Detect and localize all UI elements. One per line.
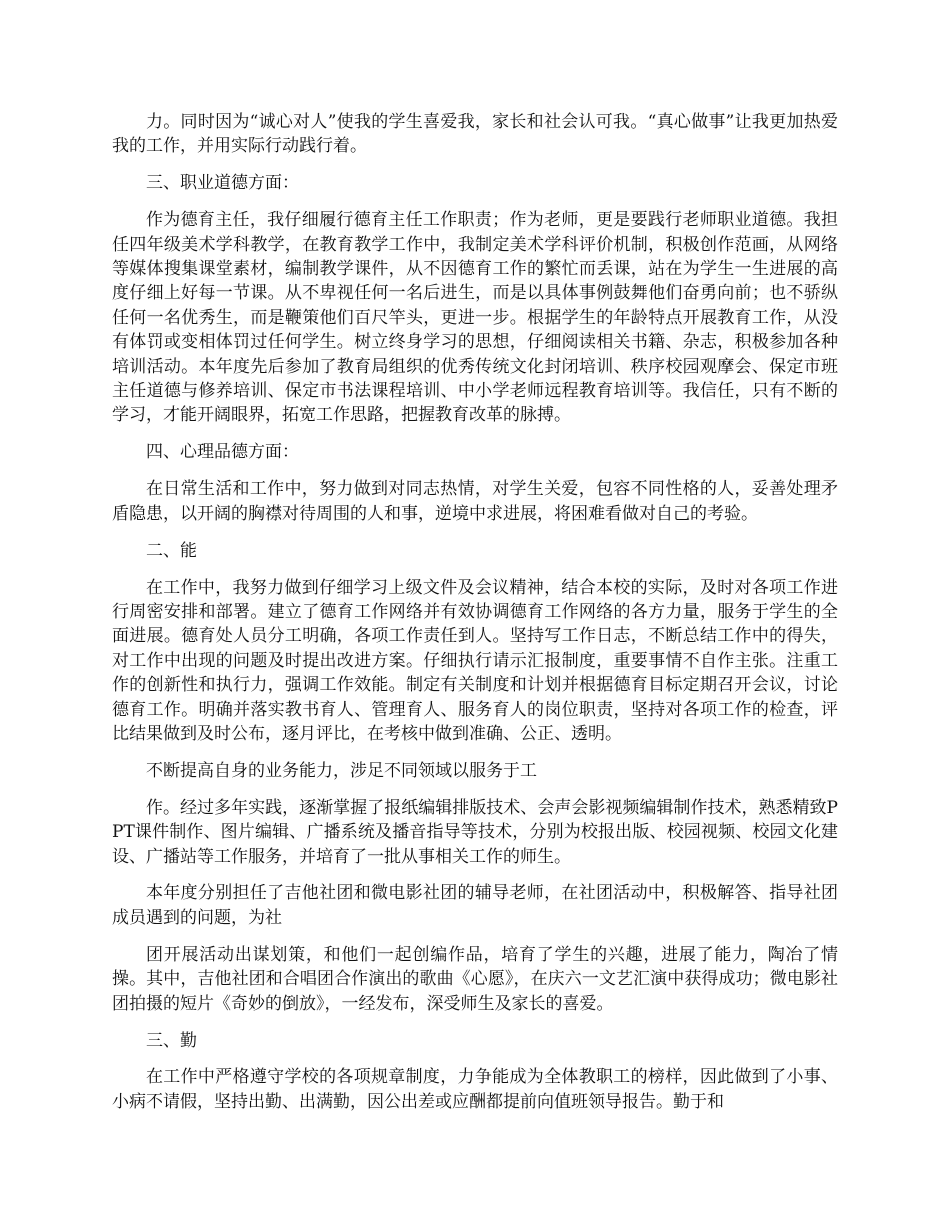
paragraph-club-advisor: 本年度分别担任了吉他社团和微电影社团的辅导老师，在社团活动中，积极解答、指导社团成员遇到的问题，为社 [112, 883, 838, 928]
paragraph-professional-ethics: 作为德育主任，我仔细履行德育主任工作职责；作为老师，更是要践行老师职业道德。我担任四年级美术学科教学，在教育教学工作中，我制定美术学科评价机制，积极创作范画，从网络等媒体搜集课堂素材，编制教学课件，从不因德育工作的繁忙而丢课，站在为学生一生进展的高度仔细上好每一节课。从不卑视任何一名后进生，而是以具体事例鼓舞他们奋勇向前；也不骄纵任何一名优秀生，而是鞭策他们百尺竿头，更进一步。根据学生的年龄特点开展教育工作，从没有体罚或变相体罚过任何学生。树立终身学习的思想，仔细阅读相关书籍、杂志，积极参加各种培训活动。本年度先后参加了教育局组织的优秀传统文化封闭培训、秩序校园观摩会、保定市班主任道德与修养培训、保定市书法课程培训、中小学老师远程教育培训等。我信任，只有不断的学习，才能开阔眼界，拓宽工作思路，把握教育改革的脉搏。 [112, 210, 838, 426]
paragraph-continuation: 力。同时因为“诚心对人”使我的学生喜爱我，家长和社会认可我。“真心做事”让我更加热爱我的工作，并用实际行动践行着。 [112, 112, 838, 157]
paragraph-ability: 在工作中，我努力做到仔细学习上级文件及会议精神，结合本校的实际，及时对各项工作进行周密安排和部署。建立了德育工作网络并有效协调德育工作网络的各方力量，服务于学生的全面进展。德育处人员分工明确，各项工作责任到人。坚持写工作日志，不断总结工作中的得失，对工作中出现的问题及时提出改进方案。仔细执行请示汇报制度，重要事情不自作主张。注重工作的创新性和执行力，强调工作效能。制定有关制度和计划并根据德育目标定期召开会议，讨论德育工作。明确并落实教书育人、管理育人、服务育人的岗位职责，坚持对各项工作的检查，评比结果做到及时公布，逐月评比，在考核中做到准确、公正、透明。 [112, 577, 838, 744]
section-heading-psychological-character: 四、心理品德方面： [146, 442, 299, 463]
paragraph-business-ability: 不断提高自身的业务能力，涉足不同领域以服务于工 [146, 760, 537, 781]
paragraph-psychological-character: 在日常生活和工作中，努力做到对同志热情，对学生关爱，包容不同性格的人，妥善处理矛盾隐患，以开阔的胸襟对待周围的人和事，逆境中求进展，将困难看做对自己的考验。 [112, 479, 838, 524]
paragraph-technical-skills: 作。经过多年实践，逐渐掌握了报纸编辑排版技术、会声会影视频编辑制作技术，熟悉精致PPT课件制作、图片编辑、广播系统及播音指导等技术，分别为校报出版、校园视频、校园文化建设、广播站等工作服务，并培育了一批从事相关工作的师生。 [112, 797, 838, 867]
section-heading-ability: 二、能 [146, 540, 197, 561]
paragraph-diligence: 在工作中严格遵守学校的各项规章制度，力争能成为全体教职工的榜样，因此做到了小事、小病不请假，坚持出勤、出满勤，因公出差或应酬都提前向值班领导报告。勤于和 [112, 1067, 838, 1112]
section-heading-diligence: 三、勤 [146, 1030, 197, 1051]
document-page [112, 110, 838, 1127]
paragraph-club-activities: 团开展活动出谋划策，和他们一起创编作品，培育了学生的兴趣，进展了能力，陶冶了情操。其中，吉他社团和合唱团合作演出的歌曲《心愿》，在庆六一文艺汇演中获得成功；微电影社团拍摄的短片《奇妙的倒放》，一经发布，深受师生及家长的喜爱。 [112, 944, 838, 1014]
section-heading-professional-ethics: 三、职业道德方面： [146, 173, 299, 194]
